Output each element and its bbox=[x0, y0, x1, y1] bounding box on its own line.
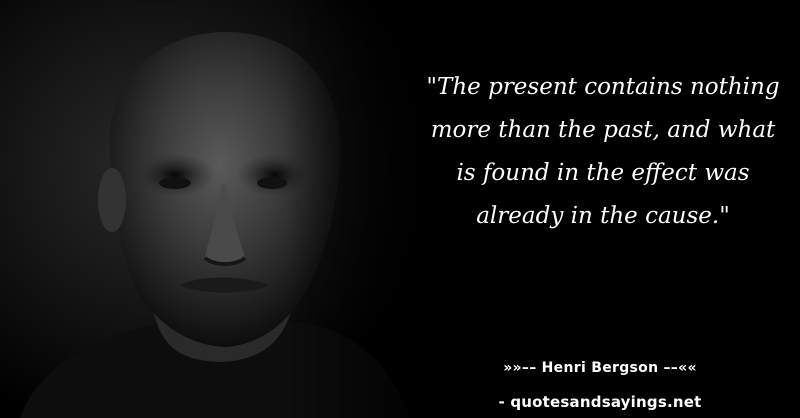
author-attribution: »»–– Henri Bergson ––«« bbox=[503, 360, 697, 376]
site-credit: - quotesandsayings.net bbox=[498, 393, 702, 411]
quote-text: "The present contains nothing more than the past, and what is found in the effect was already in the cause." bbox=[426, 74, 780, 229]
